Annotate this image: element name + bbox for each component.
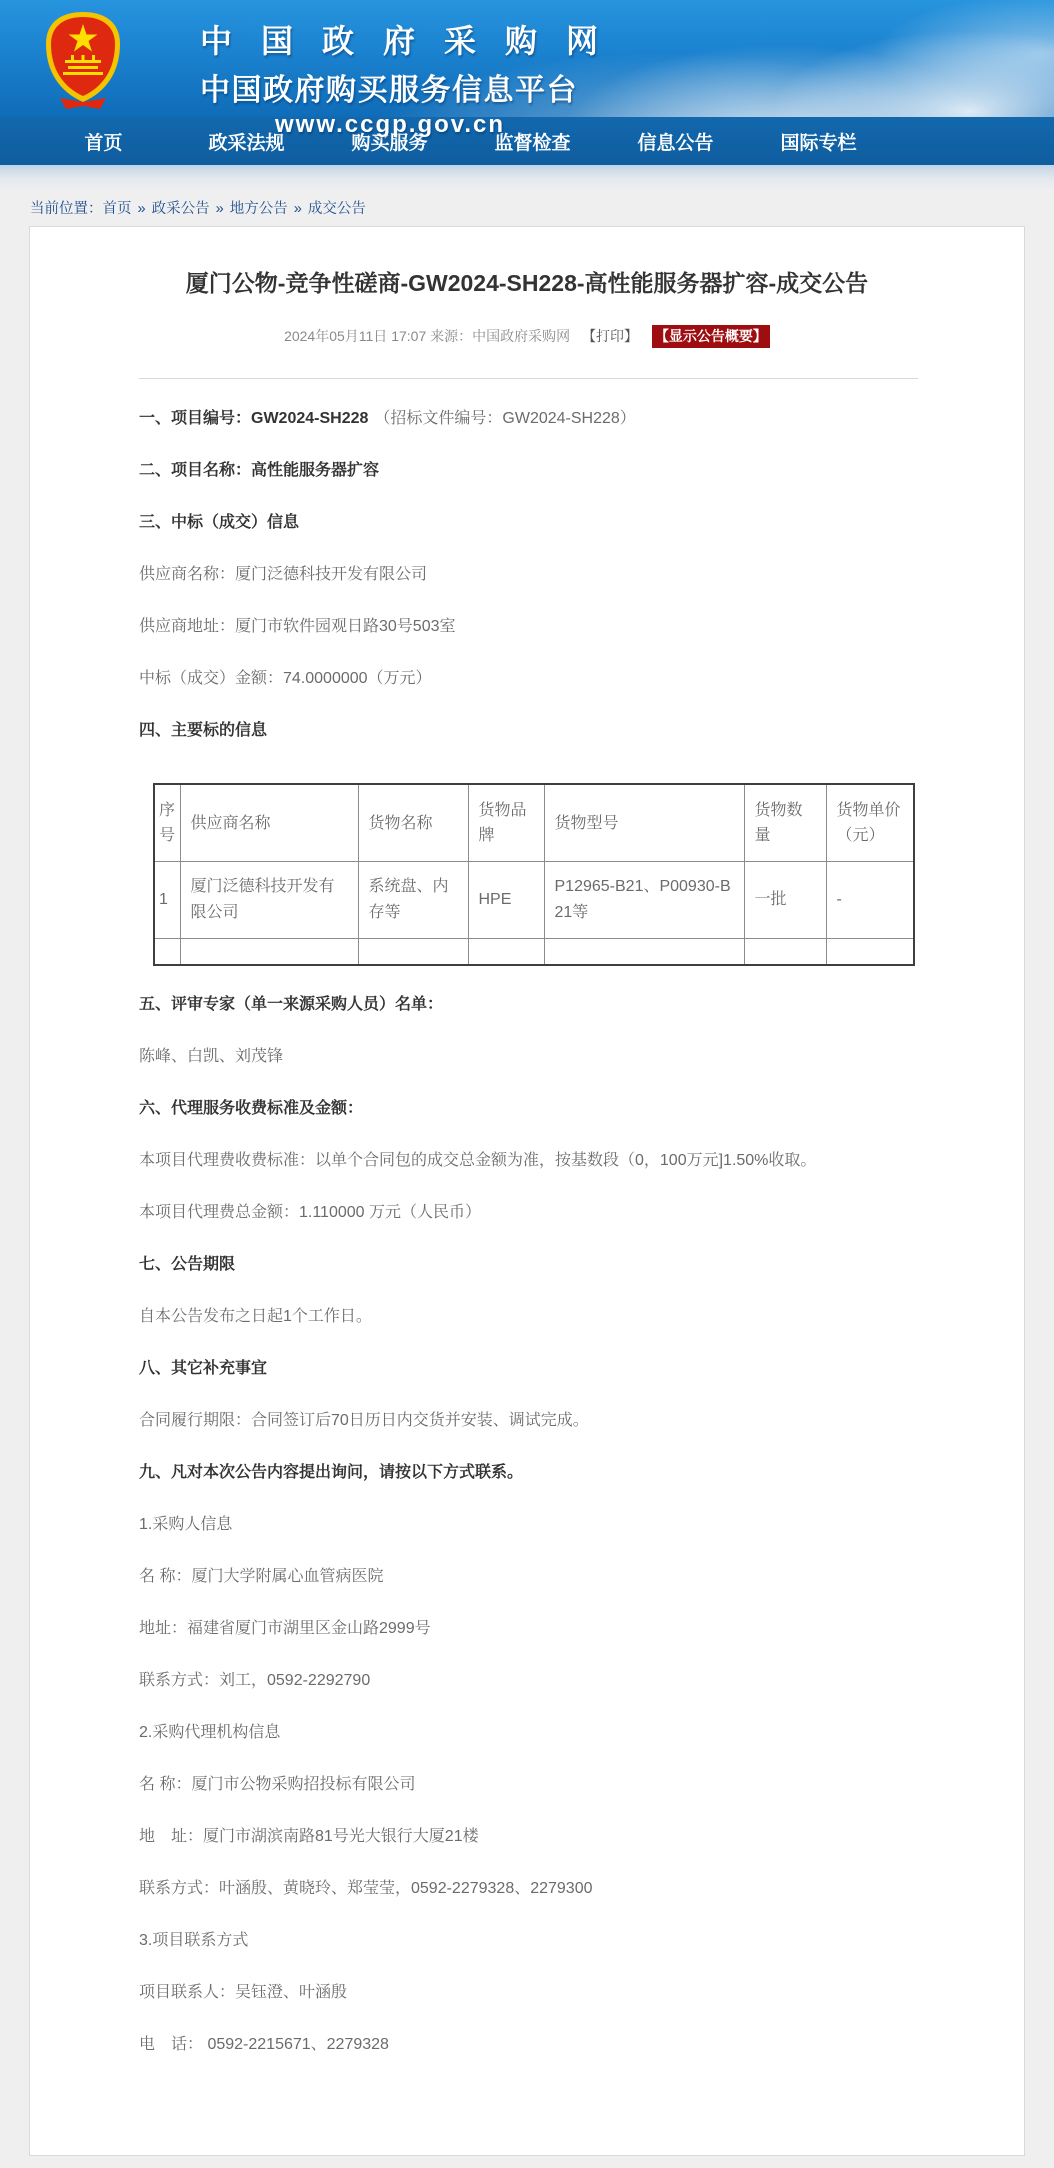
paragraph-text: 供应商地址：厦门市软件园观日路30号503室: [139, 618, 456, 635]
table-cell: 1: [154, 862, 180, 939]
breadcrumb-prefix: 当前位置：: [30, 201, 103, 217]
paragraph-text: 中标（成交）金额：74.0000000（万元）: [139, 670, 432, 687]
paragraph-text: 2.采购代理机构信息: [139, 1723, 281, 1741]
paragraph: [139, 2019, 914, 2071]
paragraph-text: 地 址：厦门市湖滨南路81号光大银行大厦21楼: [139, 1827, 479, 1845]
paragraph: [139, 1707, 914, 1759]
paragraph: [139, 1343, 914, 1395]
paragraph: [139, 1499, 914, 1551]
paragraph-text: 自本公告发布之日起1个工作日。: [139, 1307, 372, 1325]
paragraph: [139, 653, 914, 705]
paragraph: [139, 1759, 914, 1811]
breadcrumb-separator: »: [211, 201, 228, 217]
paragraph-text: 陈峰、白凯、刘茂锋: [139, 1047, 284, 1065]
paragraph: [139, 497, 914, 549]
paragraph-text: 地址：福建省厦门市湖里区金山路2999号: [139, 1619, 431, 1637]
paragraph: [139, 979, 914, 1031]
section-heading: 五、评审专家（单一来源采购人员）名单：: [139, 995, 444, 1013]
table-header-cell: 序号: [154, 784, 180, 862]
paragraph: [139, 1915, 914, 1967]
paragraph-text: 供应商名称：厦门泛德科技开发有限公司: [139, 566, 428, 583]
paragraph: [139, 601, 914, 653]
table-cell: 一批: [744, 862, 826, 939]
table-row: [154, 862, 914, 939]
table-cell: -: [826, 862, 914, 939]
table-cell: [468, 939, 544, 965]
paragraph-text: 本项目代理费收费标准：以单个合同包的成交总金额为准，按基数段（0，100万元]1.50%收取。: [139, 1151, 817, 1169]
article-body: [30, 379, 1024, 2071]
article-meta: [30, 325, 1024, 348]
paragraph: [139, 1239, 914, 1291]
nav-fade-strip: [0, 165, 1054, 191]
paragraph-text: 名 称：厦门大学附属心血管病医院: [139, 1567, 384, 1585]
table-header-row: [154, 784, 914, 862]
paragraph: [139, 393, 914, 445]
table-header-cell: 货物型号: [544, 784, 744, 862]
paragraph-text: 3.项目联系方式: [139, 1931, 249, 1949]
table-header-cell: 供应商名称: [180, 784, 358, 862]
table-cell: [358, 939, 468, 965]
table-cell: P12965-B21、P00930-B21等: [544, 862, 744, 939]
table-cell: HPE: [468, 862, 544, 939]
breadcrumb-item[interactable]: 地方公告: [229, 201, 288, 217]
section-heading: 六、代理服务收费标准及金额：: [139, 1099, 364, 1117]
paragraph: [139, 1291, 914, 1343]
site-title: 中国政府采购网: [200, 23, 628, 59]
table-cell: [744, 939, 826, 965]
section-heading: 一、项目编号：GW2024-SH228: [139, 410, 369, 427]
paragraph: [139, 1551, 914, 1603]
section-heading: 八、其它补充事宜: [139, 1359, 268, 1377]
paragraph-text: 名 称：厦门市公物采购招投标有限公司: [139, 1775, 416, 1793]
paragraph: [139, 1811, 914, 1863]
paragraph-text: 本项目代理费总金额：1.110000 万元（人民币）: [139, 1203, 481, 1221]
nav-item-regulations[interactable]: 政采法规: [208, 132, 285, 154]
paragraph: [139, 1135, 914, 1187]
publish-datetime: 2024年05月11日 17:07: [284, 328, 427, 344]
section-heading: 二、项目名称：高性能服务器扩容: [139, 462, 380, 479]
table-cell: [826, 939, 914, 965]
article-body-before-table: [139, 393, 914, 757]
paragraph-text: 项目联系人：吴钰澄、叶涵殷: [139, 1983, 348, 2001]
paragraph-text: （招标文件编号：GW2024-SH228）: [374, 410, 636, 427]
paragraph: [139, 705, 914, 757]
goods-table: [153, 783, 915, 966]
paragraph: [139, 1863, 914, 1915]
paragraph: [139, 1447, 914, 1499]
nav-item-home[interactable]: 首页: [84, 132, 123, 154]
article-body-after-table: [139, 979, 914, 2071]
breadcrumb-item[interactable]: 政采公告: [151, 201, 210, 217]
table-header-cell: 货物名称: [358, 784, 468, 862]
paragraph: [139, 1395, 914, 1447]
paragraph-text: 联系方式：刘工，0592-2292790: [139, 1671, 371, 1689]
table-header-cell: 货物数量: [744, 784, 826, 862]
goods-table-body: [154, 784, 914, 965]
breadcrumb-separator: »: [289, 201, 306, 217]
paragraph: [139, 1083, 914, 1135]
national-emblem-icon: [40, 10, 126, 110]
paragraph-text: 合同履行期限：合同签订后70日历日内交货并安装、调试完成。: [139, 1411, 589, 1429]
nav-item-international[interactable]: 国际专栏: [780, 132, 857, 154]
site-header: [0, 0, 1054, 138]
show-summary-button[interactable]: 【显示公告概要】: [652, 325, 770, 348]
paragraph: [139, 549, 914, 601]
source-label: 来源：中国政府采购网: [430, 328, 571, 344]
paragraph: [139, 1031, 914, 1083]
paragraph: [139, 1603, 914, 1655]
paragraph: [139, 1967, 914, 2019]
paragraph-text: 电 话： 0592-2215671、2279328: [139, 2035, 389, 2053]
nav-item-supervision[interactable]: 监督检查: [494, 132, 571, 154]
breadcrumb-separator: »: [133, 201, 150, 217]
table-cell: 系统盘、内存等: [358, 862, 468, 939]
breadcrumb: [0, 191, 1054, 226]
breadcrumb-item[interactable]: 首页: [102, 201, 132, 217]
paragraph: [139, 1655, 914, 1707]
section-heading: 三、中标（成交）信息: [139, 514, 300, 531]
site-url: www.ccgp.gov.cn: [274, 111, 506, 138]
table-row: [154, 939, 914, 965]
paragraph: [139, 445, 914, 497]
article-title: 厦门公物-竞争性磋商-GW2024-SH228-高性能服务器扩容-成交公告: [185, 270, 869, 296]
table-cell: 厦门泛德科技开发有限公司: [180, 862, 358, 939]
table-cell: [180, 939, 358, 965]
table-cell: [544, 939, 744, 965]
paragraph-text: 联系方式：叶涵殷、黄晓玲、郑莹莹，0592-2279328、2279300: [139, 1879, 593, 1897]
paragraph: [139, 1187, 914, 1239]
section-heading: 九、凡对本次公告内容提出询问，请按以下方式联系。: [139, 1463, 524, 1481]
table-header-cell: 货物品牌: [468, 784, 544, 862]
print-button[interactable]: 【打印】: [582, 328, 639, 344]
table-header-cell: 货物单价（元）: [826, 784, 914, 862]
nav-item-announcements[interactable]: 信息公告: [637, 132, 714, 154]
section-heading: 四、主要标的信息: [139, 722, 268, 739]
breadcrumb-item[interactable]: 成交公告: [307, 201, 366, 217]
nav-item-purchase-services[interactable]: 购买服务: [351, 132, 428, 154]
section-heading: 七、公告期限: [139, 1255, 236, 1273]
table-cell: [154, 939, 180, 965]
paragraph-text: 1.采购人信息: [139, 1515, 233, 1533]
site-subtitle: 中国政府购买服务信息平台: [200, 74, 578, 107]
content-card: [29, 226, 1025, 2156]
